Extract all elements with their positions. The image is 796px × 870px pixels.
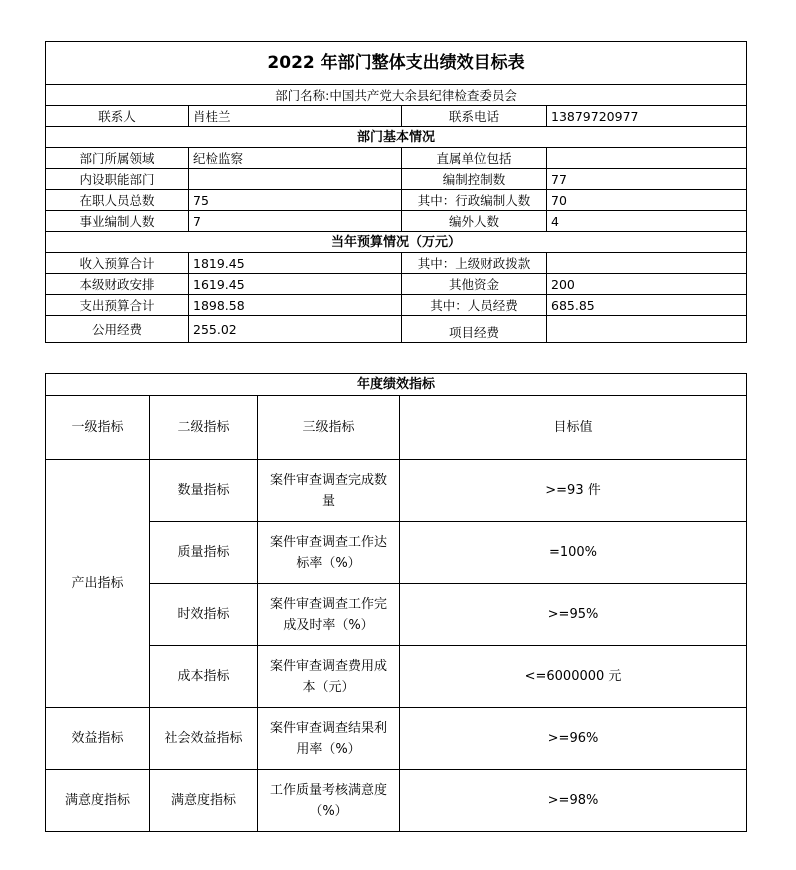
row-level2: 满意度指标 (150, 770, 258, 832)
performance-table (45, 373, 747, 832)
project-cost-value (547, 316, 747, 343)
field-label: 部门所属领域 (46, 148, 189, 169)
local-funding-label: 本级财政安排 (46, 274, 189, 295)
section-budget-heading: 当年预算情况（万元） (46, 232, 747, 253)
row-target: >=98% (400, 770, 747, 832)
section-basic-heading: 部门基本情况 (46, 127, 747, 148)
row-level3: 案件审查调查工作达标率（%） (258, 522, 400, 584)
page-title: 2022 年部门整体支出绩效目标表 (46, 42, 747, 85)
staff-total-value: 75 (189, 190, 402, 211)
contact-label: 联系人 (46, 106, 189, 127)
upper-funding-label: 其中：上级财政拨款 (402, 253, 547, 274)
row-target: =100% (400, 522, 747, 584)
phone-value: 13879720977 (547, 106, 747, 127)
other-funding-value: 200 (547, 274, 747, 295)
other-funding-label: 其他资金 (402, 274, 547, 295)
header-level1: 一级指标 (46, 396, 150, 460)
header-level2: 二级指标 (150, 396, 258, 460)
performance-title: 年度绩效指标 (46, 374, 747, 396)
career-staff-label: 事业编制人数 (46, 211, 189, 232)
row-level2: 数量指标 (150, 460, 258, 522)
row-level3: 案件审查调查工作完成及时率（%） (258, 584, 400, 646)
row-target: >=95% (400, 584, 747, 646)
career-staff-value: 7 (189, 211, 402, 232)
field-value: 纪检监察 (189, 148, 402, 169)
quota-value: 77 (547, 169, 747, 190)
income-total-label: 收入预算合计 (46, 253, 189, 274)
row-level2: 成本指标 (150, 646, 258, 708)
personnel-cost-label: 其中：人员经费 (402, 295, 547, 316)
quota-label: 编制控制数 (402, 169, 547, 190)
admin-staff-label: 其中：行政编制人数 (402, 190, 547, 211)
group-satisfaction: 满意度指标 (46, 770, 150, 832)
local-funding-value: 1619.45 (189, 274, 402, 295)
row-level3: 案件审查调查费用成本（元） (258, 646, 400, 708)
row-target: >=96% (400, 708, 747, 770)
header-level3: 三级指标 (258, 396, 400, 460)
row-level3: 案件审查调查结果利用率（%） (258, 708, 400, 770)
row-target: >=93 件 (400, 460, 747, 522)
expense-total-value: 1898.58 (189, 295, 402, 316)
direct-units-value (547, 148, 747, 169)
upper-funding-value (547, 253, 747, 274)
row-level3: 案件审查调查完成数量 (258, 460, 400, 522)
staff-total-label: 在职人员总数 (46, 190, 189, 211)
personnel-cost-value: 685.85 (547, 295, 747, 316)
inner-dept-value (189, 169, 402, 190)
phone-label: 联系电话 (402, 106, 547, 127)
group-benefit: 效益指标 (46, 708, 150, 770)
expense-total-label: 支出预算合计 (46, 295, 189, 316)
contact-value: 肖桂兰 (189, 106, 402, 127)
row-level2: 质量指标 (150, 522, 258, 584)
row-level3: 工作质量考核满意度（%） (258, 770, 400, 832)
inner-dept-label: 内设职能部门 (46, 169, 189, 190)
income-total-value: 1819.45 (189, 253, 402, 274)
project-cost-label: 项目经费 (402, 316, 547, 343)
direct-units-label: 直属单位包括 (402, 148, 547, 169)
department-name: 部门名称:中国共产党大余县纪律检查委员会 (46, 85, 747, 106)
extra-staff-label: 编外人数 (402, 211, 547, 232)
public-cost-label: 公用经费 (46, 316, 189, 343)
extra-staff-value: 4 (547, 211, 747, 232)
row-target: <=6000000 元 (400, 646, 747, 708)
public-cost-value: 255.02 (189, 316, 402, 343)
row-level2: 社会效益指标 (150, 708, 258, 770)
group-output: 产出指标 (46, 460, 150, 708)
row-level2: 时效指标 (150, 584, 258, 646)
admin-staff-value: 70 (547, 190, 747, 211)
header-target: 目标值 (400, 396, 747, 460)
department-info-table (45, 41, 747, 343)
